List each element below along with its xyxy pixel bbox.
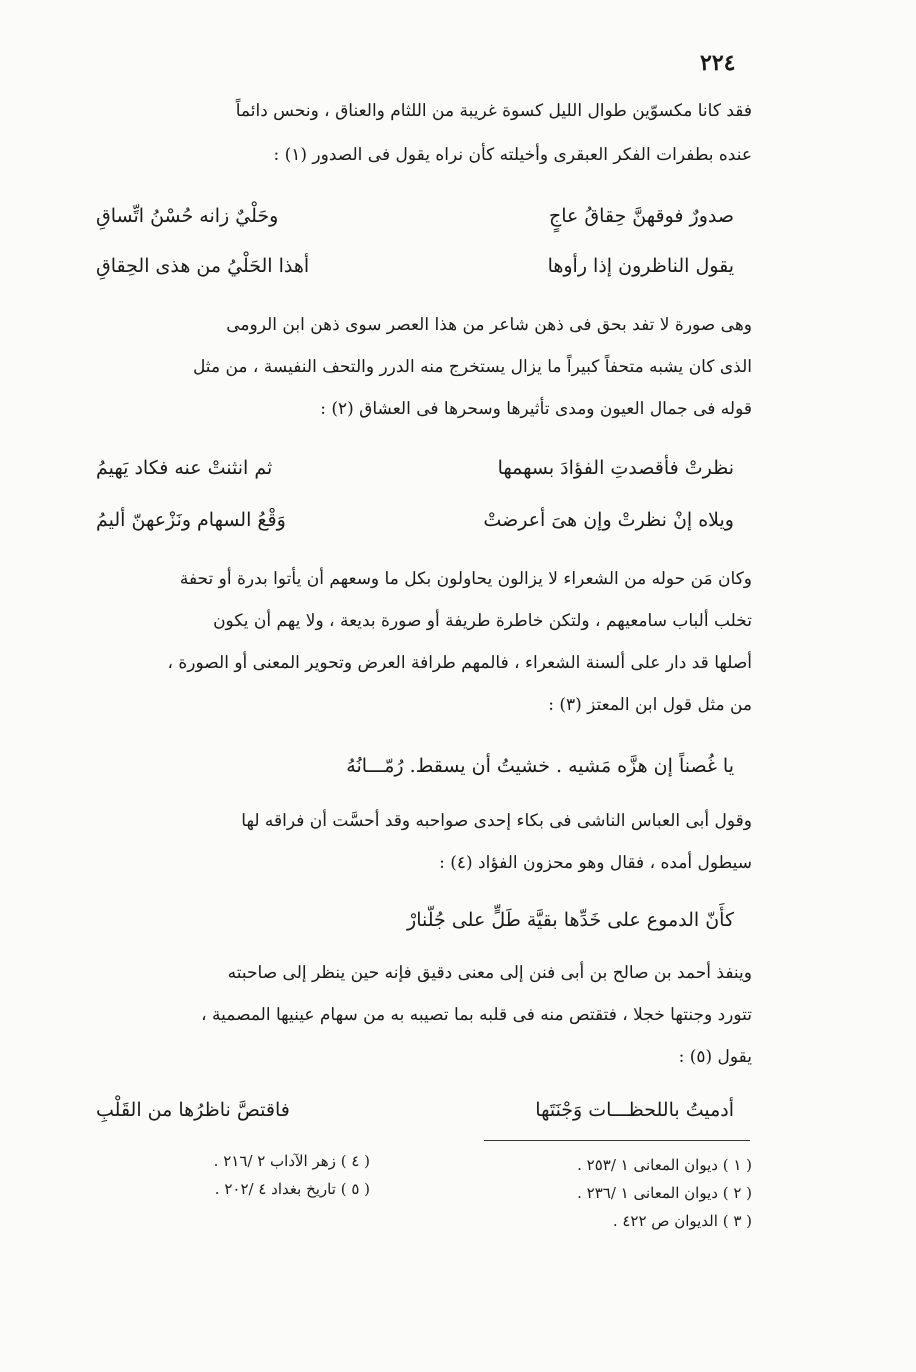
verse-hemistich: وحَلْيٌ زانه حُسْنُ اتِّساقِ bbox=[96, 205, 279, 227]
verse-hemistich: نظرتْ فأقصدتِ الفؤادَ بسهمها bbox=[497, 457, 734, 479]
verse-line bbox=[96, 448, 734, 488]
paragraph-line: تتورد وجنتها خجلا ، فتقتص منه فى قلبه بما تصيبه به من سهام عينيها المصمية ، bbox=[201, 1005, 752, 1025]
verse-hemistich: ثم انثنتْ عنه فكاد يَهيمُ bbox=[96, 457, 273, 479]
footnote: ( ٣ ) الديوان ص ٤٢٢ . bbox=[612, 1212, 752, 1230]
verse-line bbox=[96, 246, 734, 286]
footnote: ( ٢ ) ديوان المعانى ١ /٢٣٦ . bbox=[577, 1184, 752, 1202]
paragraph-line: فقد كانا مكسوّين طوال الليل كسوة غريبة من اللثام والعناق ، ونحس دائماً bbox=[235, 101, 752, 121]
paragraph-line: يقول (٥) : bbox=[678, 1047, 752, 1067]
paragraph-line: قوله فى جمال العيون ومدى تأثيرها وسحرها فى العشاق (٢) : bbox=[320, 399, 752, 419]
paragraph-line: من مثل قول ابن المعتز (٣) : bbox=[548, 695, 752, 715]
verse-hemistich: أدميتُ باللحظـــات وَجْنَتَها bbox=[535, 1099, 734, 1121]
footnote: ( ٤ ) زهر الآداب ٢ /٢١٦ . bbox=[213, 1152, 370, 1170]
verse-line bbox=[96, 900, 734, 940]
footnote: ( ٥ ) تاريخ بغداد ٤ /٢٠٢ . bbox=[214, 1180, 370, 1198]
verse-hemistich: يقول الناظرون إذا رأوها bbox=[547, 255, 734, 277]
verse-hemistich: يا غُصناً إن هزَّه مَشيه . خشيتُ أن يسقط. رُمّـــانُهُ bbox=[346, 755, 734, 777]
page-number: ٢٢٤ bbox=[700, 50, 736, 76]
verse-line bbox=[96, 196, 734, 236]
paragraph-line: تخلب ألباب سامعيهم ، ولتكن خاطرة طريفة أو صورة بديعة ، ولا يهم أن يكون bbox=[213, 611, 752, 631]
verse-line bbox=[96, 746, 734, 786]
paragraph-line: الذى كان يشبه متحفاً كبيراً ما يزال يستخرج منه الدرر والتحف النفيسة ، من مثل bbox=[192, 357, 752, 377]
verse-hemistich: فاقتصَّ ناظرُها من القَلْبِ bbox=[96, 1099, 290, 1121]
paragraph-line: وكان مَن حوله من الشعراء لا يزالون يحاولون بكل ما وسعهم أن يأتوا بدرة أو تحفة bbox=[179, 569, 752, 589]
paragraph-line: سيطول أمده ، فقال وهو محزون الفؤاد (٤) : bbox=[439, 853, 752, 873]
footnote-separator bbox=[484, 1140, 750, 1141]
footnote: ( ١ ) ديوان المعانى ١ /٢٥٣ . bbox=[577, 1156, 752, 1174]
paragraph-line: وقول أبى العباس الناشى فى بكاء إحدى صواحبه وقد أحسَّت أن فراقه لها bbox=[241, 811, 752, 831]
paragraph-line: وينفذ أحمد بن صالح بن أبى فنن إلى معنى دقيق فإنه حين ينظر إلى صاحبته bbox=[227, 963, 752, 983]
verse-hemistich: وَقْعُ السهام ونَزْعهنّ أليمُ bbox=[96, 509, 286, 531]
paragraph-line: أصلها قد دار على ألسنة الشعراء ، فالمهم طرافة العرض وتحوير المعنى أو الصورة ، bbox=[167, 653, 752, 673]
verse-line bbox=[96, 1090, 734, 1130]
paragraph-line: عنده بطفرات الفكر العبقرى وأخيلته كأن نراه يقول فى الصدور (١) : bbox=[273, 145, 752, 165]
paragraph-line: وهى صورة لا تفد بحق فى ذهن شاعر من هذا العصر سوى ذهن ابن الرومى bbox=[226, 315, 752, 335]
verse-hemistich: ويلاه إنْ نظرتْ وإن هىَ أعرضتْ bbox=[483, 509, 734, 531]
verse-hemistich: أهذا الحَلْيُ من هذى الحِقاقِ bbox=[96, 255, 310, 277]
verse-hemistich: كأَنّ الدموع على خَدِّها بقيَّة طَلٍّ على جُلّنارْ bbox=[407, 909, 734, 931]
verse-hemistich: صدورٌ فوقهنَّ حِقاقُ عاجٍ bbox=[548, 205, 734, 227]
verse-line bbox=[96, 500, 734, 540]
